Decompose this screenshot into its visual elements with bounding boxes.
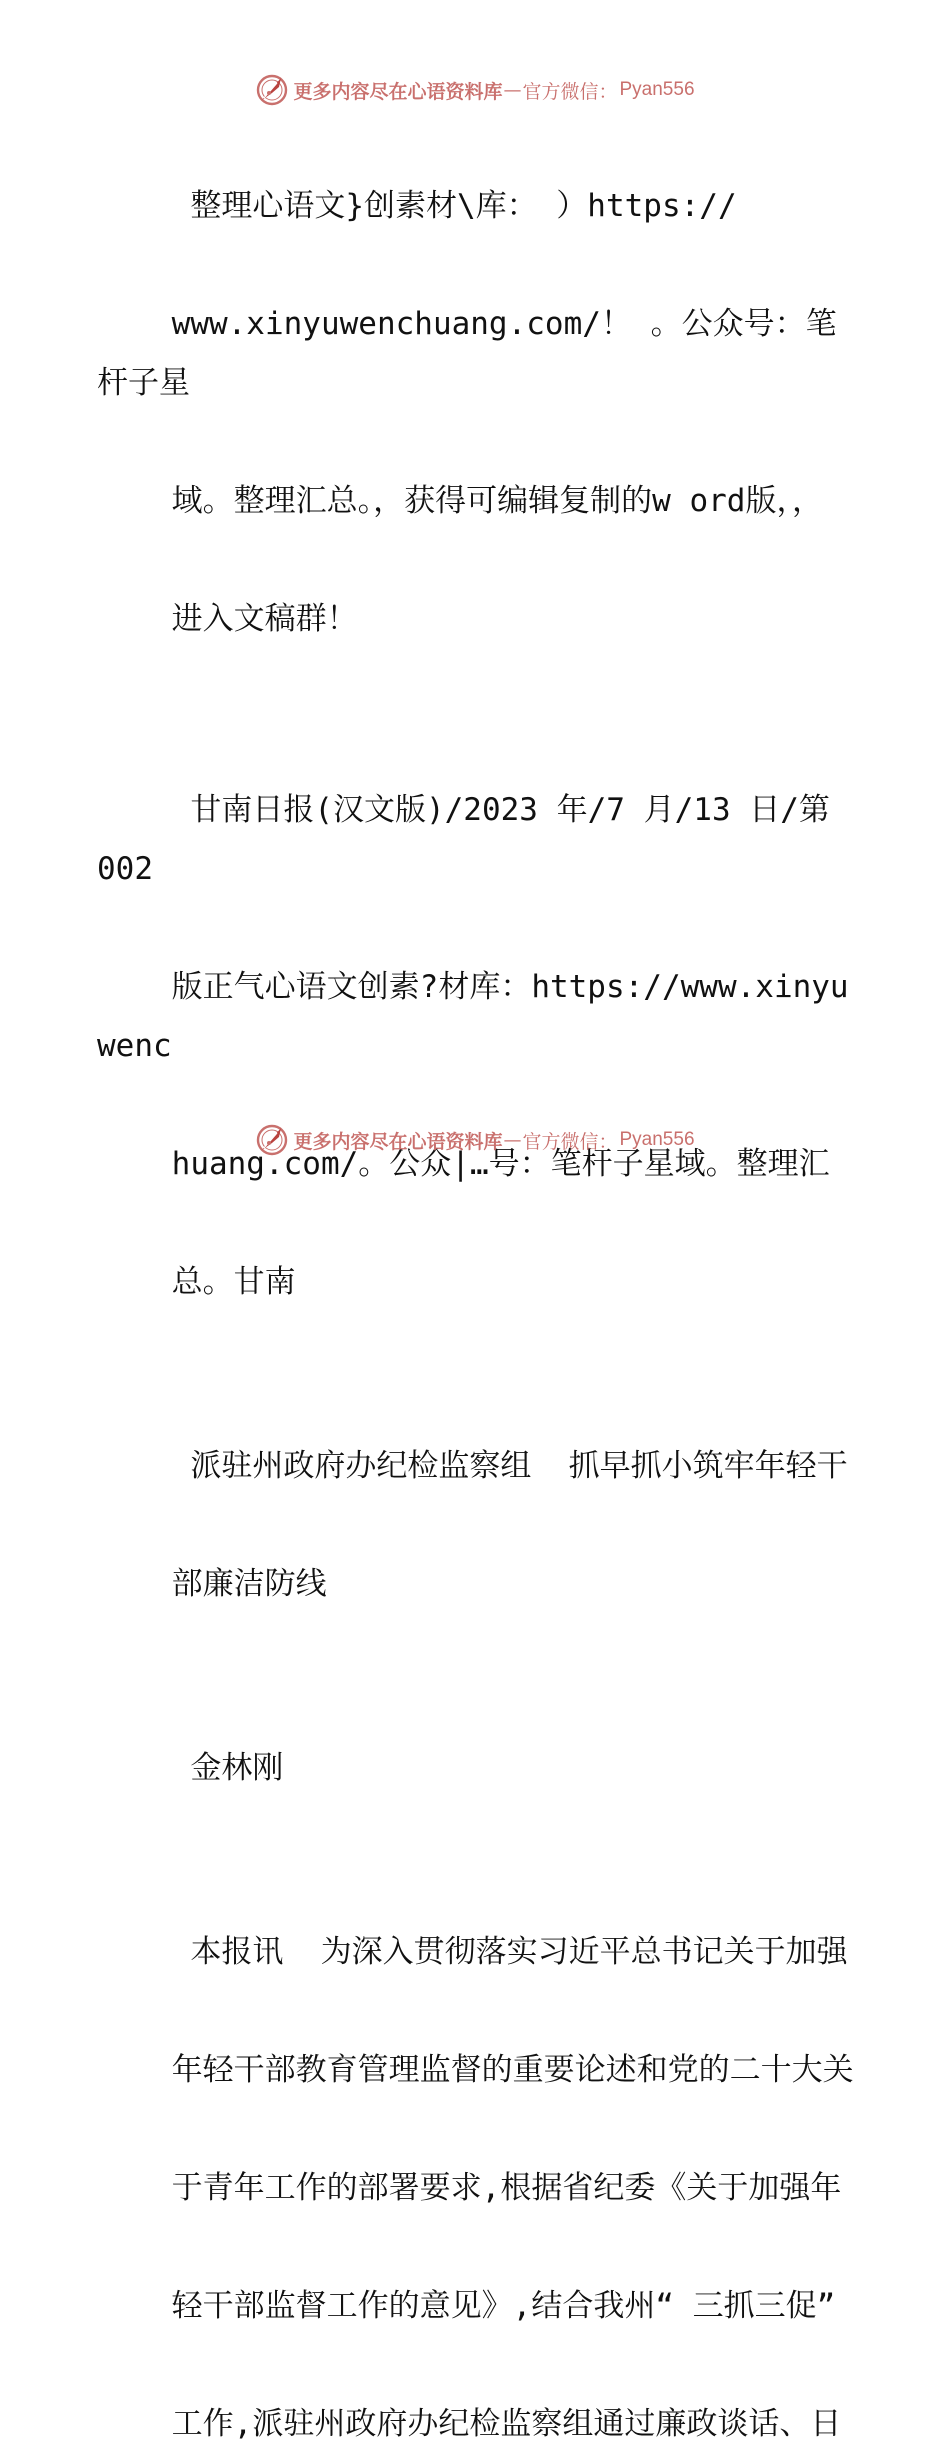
text-line: 工作,派驻州政府办纪检监察组通过廉政谈话、日	[171, 2406, 842, 2442]
paragraph-source-note	[97, 118, 857, 708]
text-line: 金林刚	[171, 1750, 284, 1786]
text-line: 派驻州政府办纪检监察组 抓早抓小筑牢年轻干	[171, 1448, 848, 1484]
quill-pen-circle-logo-icon	[255, 1123, 289, 1157]
banner-title: 更多内容尽在心语资料库	[293, 1130, 503, 1153]
text-line: huang.com/。公众|…号：笔杆子星域。整理汇	[171, 1146, 830, 1182]
footer-banner	[0, 1120, 950, 1160]
text-line: 本报讯 为深入贯彻落实习近平总书记关于加强	[171, 1934, 848, 1970]
article-author	[97, 1680, 857, 1857]
text-line: 轻干部监督工作的意见》,结合我州“ 三抓三促”	[171, 2288, 836, 2324]
text-line: 版正气心语文创素?材库：https://www.xinyuwenc	[97, 969, 849, 1064]
text-line: www.xinyuwenchuang.com/！ 。公众号：笔杆子星	[97, 306, 837, 401]
banner-title: 更多内容尽在心语资料库	[293, 80, 503, 103]
banner-wechat-id: Pyan556	[619, 79, 695, 100]
text-line: 部廉洁防线	[171, 1566, 327, 1602]
text-line: 整理心语文}创素材\库： ）https://	[171, 188, 737, 224]
banner-dash: —	[503, 79, 522, 101]
document-body	[97, 118, 857, 2460]
text-line: 于青年工作的部署要求,根据省纪委《关于加强年	[171, 2170, 842, 2206]
quill-pen-circle-logo-icon	[255, 73, 289, 107]
header-banner	[0, 70, 950, 110]
text-line: 总。甘南	[171, 1264, 296, 1300]
banner-wechat-id: Pyan556	[619, 1129, 695, 1150]
text-line: 域。整理汇总。，获得可编辑复制的w ord版，，	[171, 483, 823, 519]
text-line: 甘南日报(汉文版)/2023 年/7 月/13 日/第 002	[97, 792, 849, 887]
banner-wechat-label: 官方微信：	[522, 1130, 618, 1153]
article-body-paragraph	[97, 1864, 857, 2460]
article-headline	[97, 1378, 857, 1673]
banner-dash: —	[503, 1129, 522, 1151]
banner-wechat-label: 官方微信：	[522, 80, 618, 103]
paragraph-publication-info	[97, 722, 857, 1371]
text-line: 年轻干部教育管理监督的重要论述和党的二十大关	[171, 2052, 854, 2088]
text-line: 进入文稿群！	[171, 601, 358, 637]
